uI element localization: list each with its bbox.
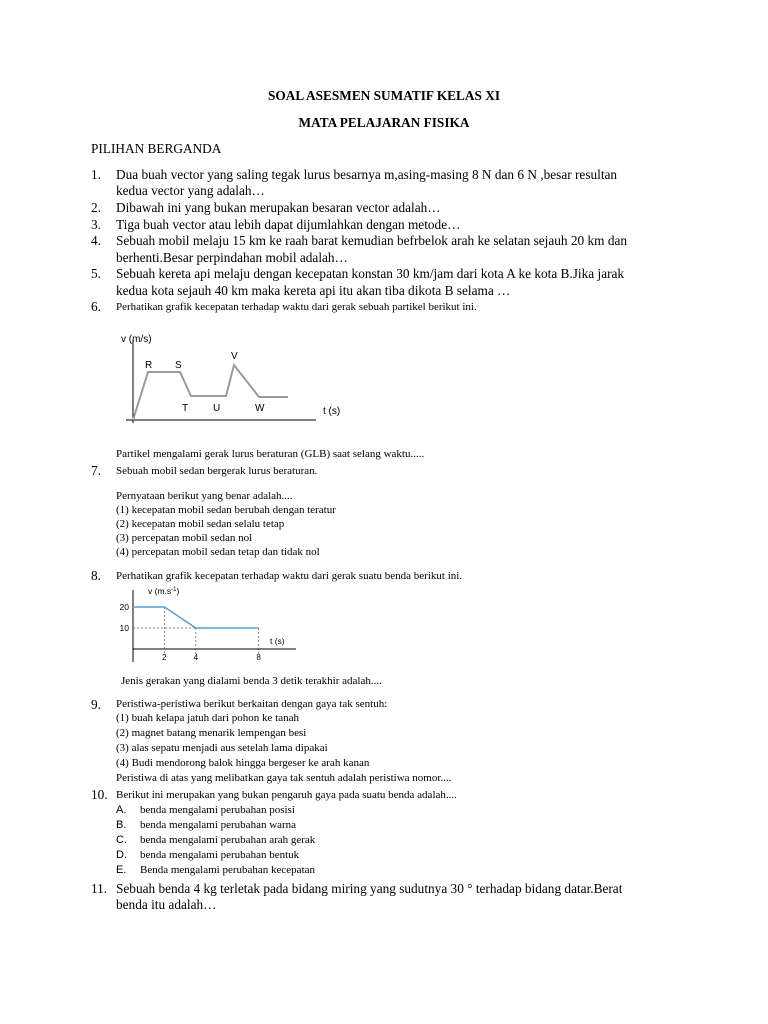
option-letter: D. [116,849,127,861]
y-tick-label: 10 [119,623,129,633]
y-axis-label: v $(m.s^{-1})$ [148,586,180,596]
section-heading: PILIHAN BERGANDA [91,141,222,156]
option-text: benda mengalami perubahan arah gerak [140,834,316,846]
option-text: Benda mengalami perubahan kecepatan [140,864,316,876]
question-text: Jenis gerakan yang dialami benda 3 detik terakhir adalah.... [121,675,382,687]
list-item: (4) percepatan mobil sedan tetap dan tidak nol [116,546,320,558]
list-item: (3) alas sepatu menjadi aus setelah lama dipakai [116,742,328,754]
question-text: kedua vector yang adalah… [116,183,265,198]
question-number: 9. [91,697,101,712]
option-text: benda mengalami perubahan posisi [140,804,295,816]
velocity-line [133,607,259,628]
question-text: Dibawah ini yang bukan merupakan besaran vector adalah… [116,200,441,215]
point-label: R [145,360,153,371]
list-item: (1) kecepatan mobil sedan berubah dengan teratur [116,504,336,516]
question-number: 3. [91,217,101,232]
option-text: benda mengalami perubahan warna [140,819,297,831]
document-subtitle: MATA PELAJARAN FISIKA [298,115,470,130]
velocity-line [133,365,288,420]
question-number: 11. [91,881,108,896]
document-title: SOAL ASESMEN SUMATIF KELAS XI [267,88,500,103]
question-text: Peristiwa-peristiwa berikut berkaitan dengan gaya tak sentuh: [116,698,388,710]
question-number: 5. [91,266,101,281]
question-text: Dua buah vector yang saling tegak lurus besarnya m,asing-masing 8 N dan 6 N ,besar resultan [116,167,618,182]
option-text: benda mengalami perubahan bentuk [140,849,300,861]
velocity-time-graph-q8 [111,584,311,664]
x-tick-label: 4 [193,653,199,662]
point-label: V [231,351,238,362]
question-number: 2. [91,200,101,215]
question-text: berhenti.Besar perpindahan mobil adalah… [116,250,348,265]
question-text: Partikel mengalami gerak lurus beraturan (GLB) saat selang waktu..... [116,448,425,460]
option-letter: E. [116,864,127,876]
question-number: 7. [91,463,101,478]
question-text: Peristiwa di atas yang melibatkan gaya tak sentuh adalah peristiwa nomor.... [116,772,452,784]
question-number: 1. [91,167,101,182]
question-text: Sebuah benda 4 kg terletak pada bidang miring yang sudutnya 30 ° terhadap bidang datar.Berat [116,881,623,896]
list-item: (4) Budi mendorong balok hingga bergeser ke arah kanan [116,757,370,769]
question-text: benda itu adalah… [116,897,217,912]
point-label: W [255,403,265,414]
question-text: Pernyataan berikut yang benar adalah.... [116,490,293,502]
option-letter: C. [116,834,127,846]
list-item: (1) buah kelapa jatuh dari pohon ke tanah [116,712,299,724]
question-text: Sebuah kereta api melaju dengan kecepatan konstan 30 km/jam dari kota A ke kota B.Jika jarak [116,266,625,281]
point-label: S [175,360,182,371]
question-number: 8. [91,568,101,583]
question-number: 10. [91,787,108,802]
question-number: 4. [91,233,101,248]
point-label: U [213,403,221,414]
x-axis-label: t (s) [270,636,285,646]
question-text: Perhatikan grafik kecepatan terhadap waktu dari gerak suatu benda berikut ini. [116,570,463,582]
list-item: (3) percepatan mobil sedan nol [116,532,253,544]
question-text: Sebuah mobil melaju 15 km ke raah barat kemudian befrbelok arah ke selatan sejauh 20 km dan [116,233,628,248]
y-tick-label: 20 [119,602,129,612]
velocity-time-graph-q6 [116,330,346,430]
question-text: Berikut ini merupakan yang bukan pengaruh gaya pada suatu benda adalah.... [116,789,457,801]
x-axis-label: t (s) [323,406,341,417]
x-tick-label: 8 [256,653,261,662]
question-number: 6. [91,299,101,314]
list-item: (2) kecepatan mobil sedan selalu tetap [116,518,285,530]
point-label: T [182,403,189,414]
list-item: (2) magnet batang menarik lempengan besi [116,727,307,739]
option-letter: A. [116,804,127,816]
question-text: kedua kota sejauh 40 km maka kereta api itu akan tiba dikota B selama … [116,283,511,298]
question-text: Perhatikan grafik kecepatan terhadap waktu dari gerak sebuah partikel berikut ini. [116,301,477,313]
y-axis-label: v (m/s) [121,334,152,345]
option-letter: B. [116,819,127,831]
x-tick-label: 2 [162,653,167,662]
question-text: Tiga buah vector atau lebih dapat dijumlahkan dengan metode… [116,217,461,232]
question-text: Sebuah mobil sedan bergerak lurus beraturan. [116,465,318,477]
